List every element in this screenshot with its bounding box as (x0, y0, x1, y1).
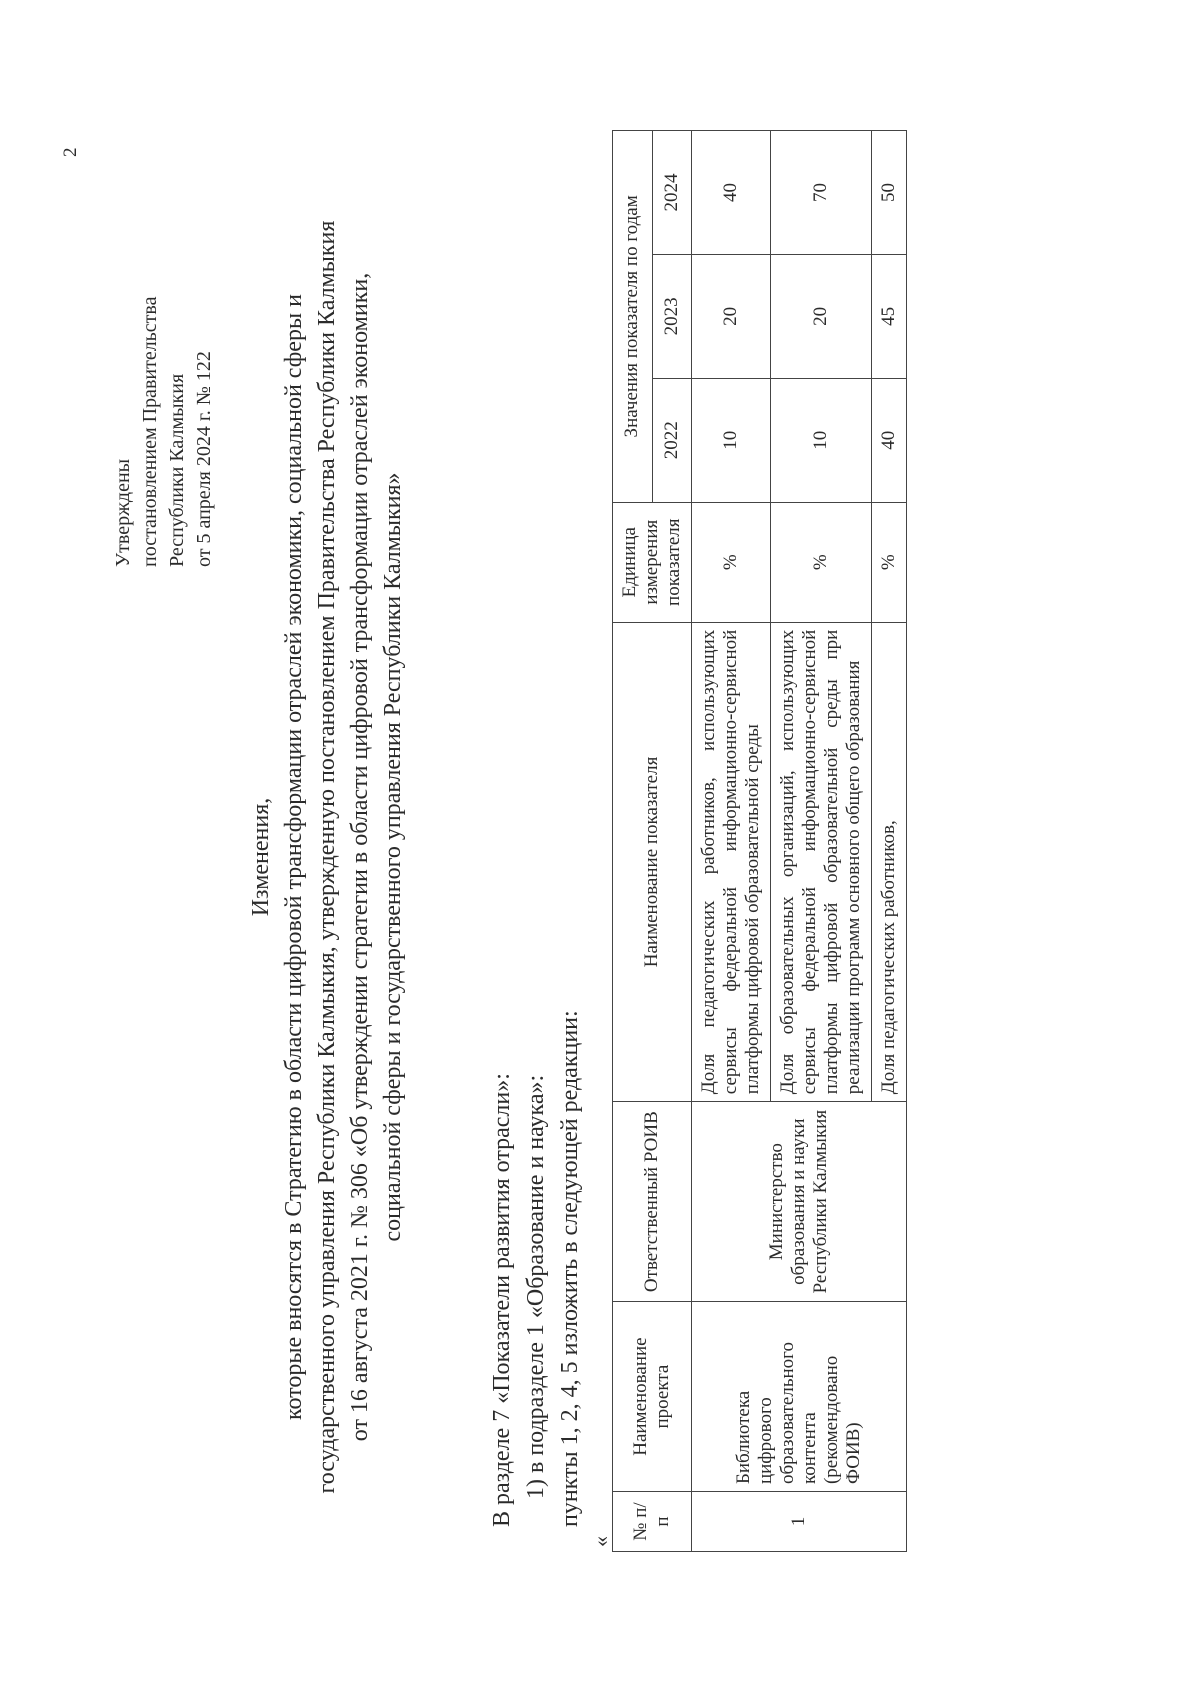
intro-text (485, 527, 587, 1527)
approval-line: Республики Калмыкия (166, 373, 188, 567)
header-unit: Единица измерения показателя (613, 502, 692, 622)
header-indicator: Наименование показателя (613, 622, 692, 1102)
indicator-unit: % (771, 502, 872, 622)
row-number: 1 (692, 1492, 907, 1552)
indicators-table (612, 130, 907, 1552)
value-2022: 10 (692, 378, 771, 502)
opening-quote-mark: « (588, 1536, 613, 1547)
value-2024: 70 (771, 131, 872, 255)
document-title (245, 187, 410, 1527)
title-line: которые вносятся в Стратегию в области цифровой трансформации отраслей экономики, социальной сферы и (281, 294, 307, 1420)
value-2022: 40 (872, 378, 907, 502)
title-line: от 16 августа 2021 г. № 306 «Об утверждении стратегии в области цифровой трансформации отраслей экономики, (347, 272, 373, 1442)
header-project: Наименование проекта (613, 1302, 692, 1492)
table-row (692, 131, 771, 1552)
header-roiv: Ответственный РОИВ (613, 1102, 692, 1302)
value-2023: 20 (771, 254, 872, 378)
title-line: социальной сферы и государственного управления Республики Калмыкия» (380, 472, 406, 1242)
indicator-name: Доля педагогических работников, (872, 622, 907, 1102)
header-year: 2022 (652, 378, 692, 502)
intro-line: пункты 1, 2, 4, 5 изложить в следующей редакции: (557, 1010, 583, 1527)
responsible-roiv: Министерство образования и науки Республики Калмыкия (692, 1102, 907, 1302)
intro-line: 1) в подразделе 1 «Образование и наука»: (523, 1074, 549, 1499)
value-2024: 40 (692, 131, 771, 255)
value-2024: 50 (872, 131, 907, 255)
indicator-unit: % (872, 502, 907, 622)
header-num: № п/п (613, 1492, 692, 1552)
header-year: 2024 (652, 131, 692, 255)
indicator-name: Доля педагогических работников, использующих сервисы федеральной информационно-сервисной платформы цифровой образовательной среды (692, 622, 771, 1102)
value-2023: 45 (872, 254, 907, 378)
project-name: Библиотека цифрового образовательного контента (рекомендовано ФОИВ) (692, 1302, 907, 1492)
approval-stamp (110, 147, 218, 567)
approval-line: постановлением Правительства (139, 296, 161, 567)
indicator-name: Доля образовательных организаций, использующих сервисы федеральной информационно-сервисной платформы цифровой образовательной среды при реализации программ основного общего образования (771, 622, 872, 1102)
value-2022: 10 (771, 378, 872, 502)
header-values-group: Значения показателя по годам (613, 131, 653, 503)
title-line: государственного управления Республики Калмыкия, утвержденную постановлением Правительства Республики Калмыкия (314, 220, 340, 1494)
title-heading: Изменения, (248, 797, 274, 917)
header-year: 2023 (652, 254, 692, 378)
intro-line: В разделе 7 «Показатели развития отрасли»: (489, 1073, 515, 1527)
indicator-unit: % (692, 502, 771, 622)
approval-line: Утверждены (112, 458, 134, 567)
value-2023: 20 (692, 254, 771, 378)
page-number: 2 (60, 147, 81, 157)
approval-line: от 5 апреля 2024 г. № 122 (193, 351, 215, 567)
table-header-row (613, 131, 653, 1552)
